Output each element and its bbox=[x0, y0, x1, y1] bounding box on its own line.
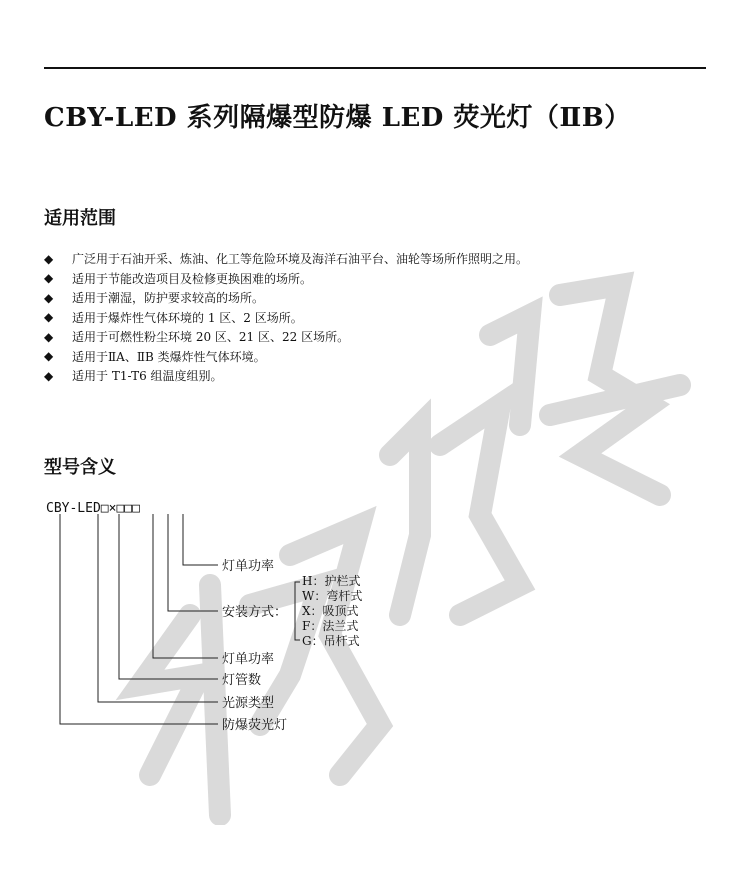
diamond-icon: ◆ bbox=[44, 329, 54, 344]
diamond-icon: ◆ bbox=[44, 290, 54, 305]
list-item-text: 适用于节能改造项目及检修更换困难的场所。 bbox=[72, 271, 313, 286]
diamond-icon: ◆ bbox=[44, 310, 54, 325]
model-code: CBY-LED□×□□□ bbox=[46, 501, 140, 516]
list-item-text: 适用于 T1-T6 组温度组别。 bbox=[72, 369, 223, 384]
model-heading: 型号含义 bbox=[44, 457, 116, 478]
label-product: 防爆荧光灯 bbox=[222, 718, 288, 733]
label-lamp-power-top: 灯单功率 bbox=[222, 559, 275, 574]
install-option: X：吸顶式 bbox=[302, 604, 359, 618]
list-item-text: 适用于潮湿，防护要求较高的场所。 bbox=[72, 291, 265, 306]
list-item-text: 适用于爆炸性气体环境的 1 区、2 区场所。 bbox=[72, 310, 303, 325]
install-option: G：吊杆式 bbox=[302, 634, 360, 648]
list-item-text: 广泛用于石油开采、炼油、化工等危险环境及海洋石油平台、油轮等场所作照明之用。 bbox=[72, 252, 529, 267]
label-tube-count: 灯管数 bbox=[222, 673, 262, 688]
label-install-method: 安装方式： bbox=[222, 605, 288, 620]
install-option: W：弯杆式 bbox=[302, 589, 363, 603]
list-item-text: 适用于可燃性粉尘环境 20 区、21 区、22 区场所。 bbox=[72, 330, 350, 345]
list-item-text: 适用于ⅡA、ⅡB 类爆炸性气体环境。 bbox=[72, 349, 266, 364]
diamond-icon: ◆ bbox=[44, 349, 54, 364]
diamond-icon: ◆ bbox=[44, 271, 54, 286]
install-option: H：护栏式 bbox=[302, 574, 361, 588]
diamond-icon: ◆ bbox=[44, 251, 54, 266]
install-option: F：法兰式 bbox=[302, 619, 359, 633]
diamond-icon: ◆ bbox=[44, 368, 54, 383]
page-title: CBY-LED 系列隔爆型防爆 LED 荧光灯（ⅡB） bbox=[44, 103, 631, 133]
label-lamp-power: 灯单功率 bbox=[222, 652, 275, 667]
scope-heading: 适用范围 bbox=[44, 208, 116, 229]
label-light-source: 光源类型 bbox=[222, 696, 275, 711]
